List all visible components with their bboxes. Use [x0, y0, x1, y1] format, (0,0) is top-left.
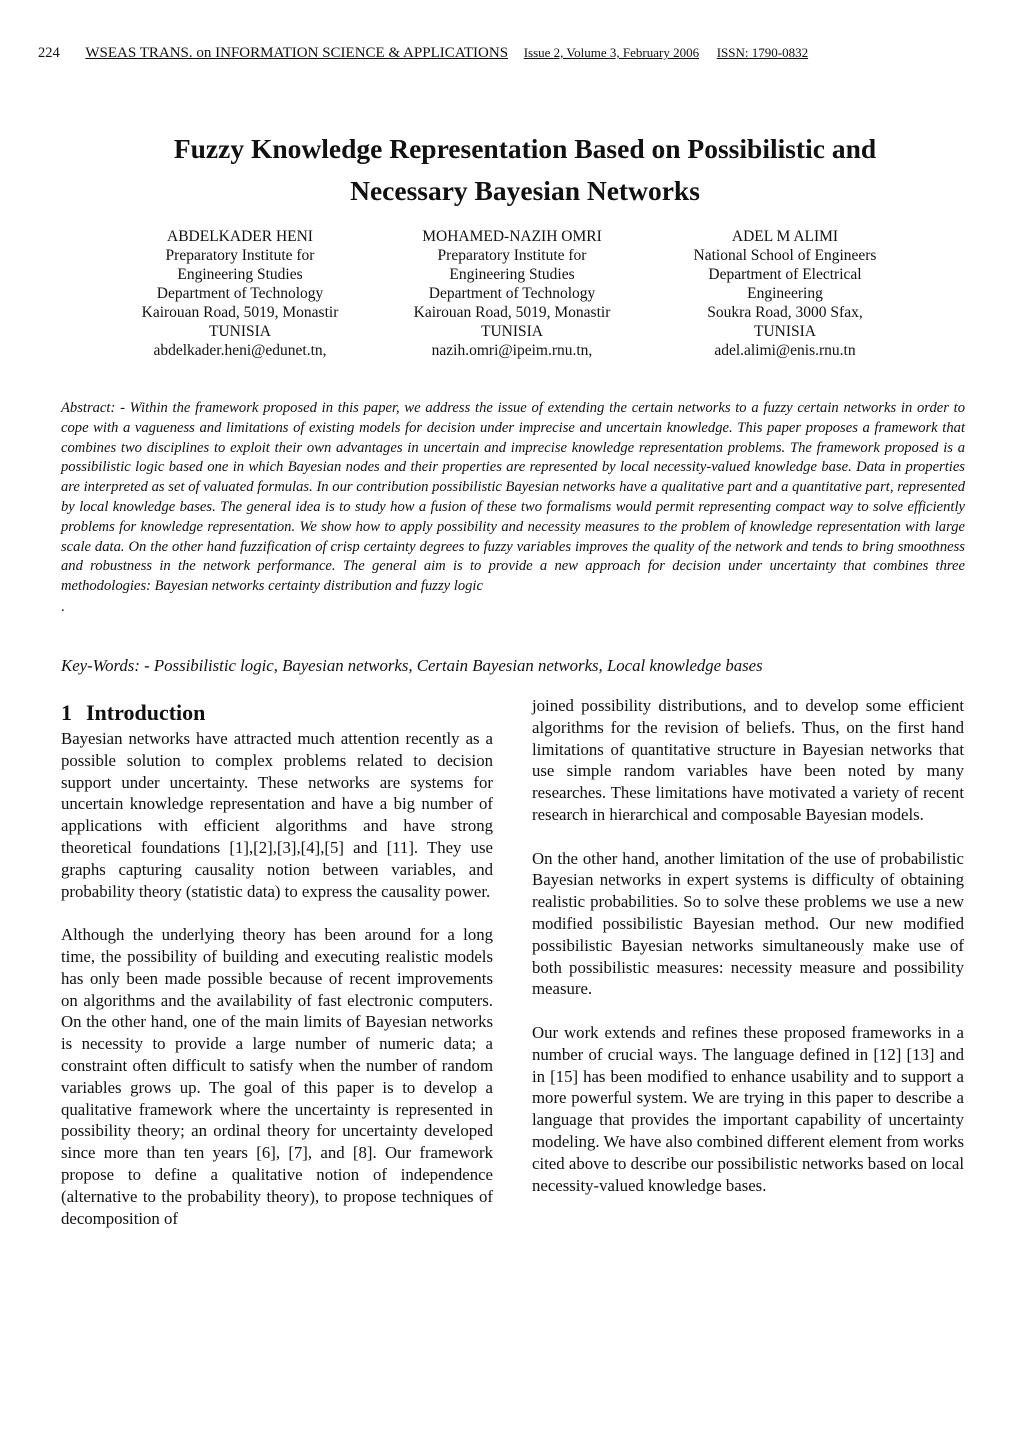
affiliation-line: Department of Electrical: [708, 266, 862, 283]
author-3: [645, 227, 925, 360]
paper-title-line-2: Necessary Bayesian Networks: [350, 175, 700, 206]
journal-name: WSEAS TRANS. on INFORMATION SCIENCE & APPLICATIONS: [85, 45, 509, 61]
affiliation-line: Department of Technology: [428, 285, 596, 302]
affiliation-line: Soukra Road, 3000 Sfax,: [707, 304, 863, 321]
affiliation-line: TUNISIA: [754, 323, 816, 340]
paragraph: joined possibility distributions, and to develop some efficient algorithms for the revision of beliefs. Thus, on the first hand limitations of quantitative structure in Bayesian networks that use simple random variables have been noted by many researches. These limitations have motivated a variety of recent research in hierarchical and composable Bayesian models.: [532, 696, 964, 824]
paper-title-line-1: Fuzzy Knowledge Representation Based on Possibilistic and: [173, 133, 877, 164]
running-header: [38, 44, 938, 62]
affiliation-line: Preparatory Institute for: [437, 247, 587, 264]
affiliation-line: National School of Engineers: [693, 247, 877, 264]
affiliation-line: Kairouan Road, 5019, Monastir: [413, 304, 611, 321]
abstract-text: Abstract: - Within the framework proposed in this paper, we address the issue of extending the certain networks to a fuzzy certain networks in order to cope with a vagueness and limitations of existing models for decision under imprecise and uncertain knowledge. This paper proposes a framework that combines two disciplines to exploit their own advantages in uncertain and imprecise knowledge representation problems. The framework proposed is a possibilistic logic based one in which Bayesian nodes and their properties are represented by local necessity-valued knowledge base. Data in properties are interpreted as set of valuated formulas. In our contribution possibilistic Bayesian networks have a qualitative part and a quantitative part, represented by local knowledge bases. The general idea is to study how a fusion of these two formalisms would permit representing compact way to solve efficiently problems for knowledge representation. We show how to apply possibility and necessity measures to the problem of knowledge representation with large scale data. On the other hand fuzzification of crisp certainty degrees to fuzzy variables improves the quality of the network and tends to bring smoothness and robustness in the network performance. The general aim is to provide a new approach for decision under uncertainty that combines three methodologies: Bayesian networks certainty distribution and fuzzy logic: [61, 400, 965, 595]
author-email: nazih.omri@ipeim.rnu.tn,: [431, 342, 593, 359]
page-number: 224: [38, 45, 60, 61]
abstract: [61, 399, 965, 617]
right-column: [532, 695, 964, 1218]
paper-title: [60, 128, 990, 212]
issue-info: Issue 2, Volume 3, February 2006: [523, 45, 700, 60]
author-1: [100, 227, 380, 360]
affiliation-line: Kairouan Road, 5019, Monastir: [141, 304, 339, 321]
affiliation-line: TUNISIA: [481, 323, 543, 340]
keywords: Key-Words: - Possibilistic logic, Bayesian networks, Certain Bayesian networks, Local knowledge bases: [61, 656, 763, 675]
paragraph: Our work extends and refines these proposed frameworks in a number of crucial ways. The language defined in [12] [13] and in [15] has been modified to enhance usability and to support a more powerful system. We are trying in this paper to describe a language that provides the important capability of uncertainty modeling. We have also combined different element from works cited above to describe our possibilistic networks based on local necessity-valued knowledge bases.: [532, 1022, 964, 1195]
paragraph: Bayesian networks have attracted much attention recently as a possible solution to complex problems related to decision support under uncertainty. These networks are systems for uncertain knowledge representation and have a big number of applications with efficient algorithms and have strong theoretical foundations [1],[2],[3],[4],[5] and [11]. They use graphs capturing causality notion between variables, and probability theory (statistic data) to express the causality power.: [61, 729, 493, 901]
author-name: ADEL M ALIMI: [731, 228, 839, 245]
left-column: [61, 698, 493, 1251]
affiliation-line: Engineering Studies: [177, 266, 303, 283]
issn: ISSN: 1790-0832: [716, 45, 809, 60]
paragraph: On the other hand, another limitation of the use of probabilistic Bayesian networks in expert systems is difficulty of obtaining realistic probabilities. So to solve these problems we use a new modified possibilistic Bayesian method. Our new modified possibilistic Bayesian networks simultaneously make use of both possibilistic measures: necessity measure and possibility measure.: [532, 848, 964, 999]
affiliation-line: Preparatory Institute for: [165, 247, 315, 264]
author-email: adel.alimi@enis.rnu.tn: [714, 342, 856, 359]
paragraph: Although the underlying theory has been around for a long time, the possibility of building and executing realistic models has only been made possible because of recent improvements on algorithms and the availability of fast electronic computers. On the other hand, one of the main limits of Bayesian networks is necessity to provide a large number of numeric data; a constraint often difficult to satisfy when the number of random variables grows up. The goal of this paper is to develop a qualitative framework where the uncertainty is represented in possibility theory; an ordinal theory for uncertainty developed since more than ten years [6], [7], and [8]. Our framework propose to define a qualitative notion of independence (alternative to the probability theory), to propose techniques of decomposition of: [61, 925, 493, 1228]
author-2: [372, 227, 652, 360]
section-number: 1: [61, 700, 72, 725]
affiliation-line: Engineering Studies: [449, 266, 575, 283]
author-email: abdelkader.heni@edunet.tn,: [153, 342, 327, 359]
author-name: ABDELKADER HENI: [167, 228, 313, 245]
affiliation-line: TUNISIA: [209, 323, 271, 340]
section-title: Introduction: [86, 700, 206, 725]
section-heading: [61, 698, 493, 728]
affiliation-line: Engineering: [747, 285, 823, 302]
affiliation-line: Department of Technology: [156, 285, 324, 302]
author-name: MOHAMED-NAZIH OMRI: [422, 228, 602, 245]
abstract-trailing-dot: .: [61, 598, 65, 615]
